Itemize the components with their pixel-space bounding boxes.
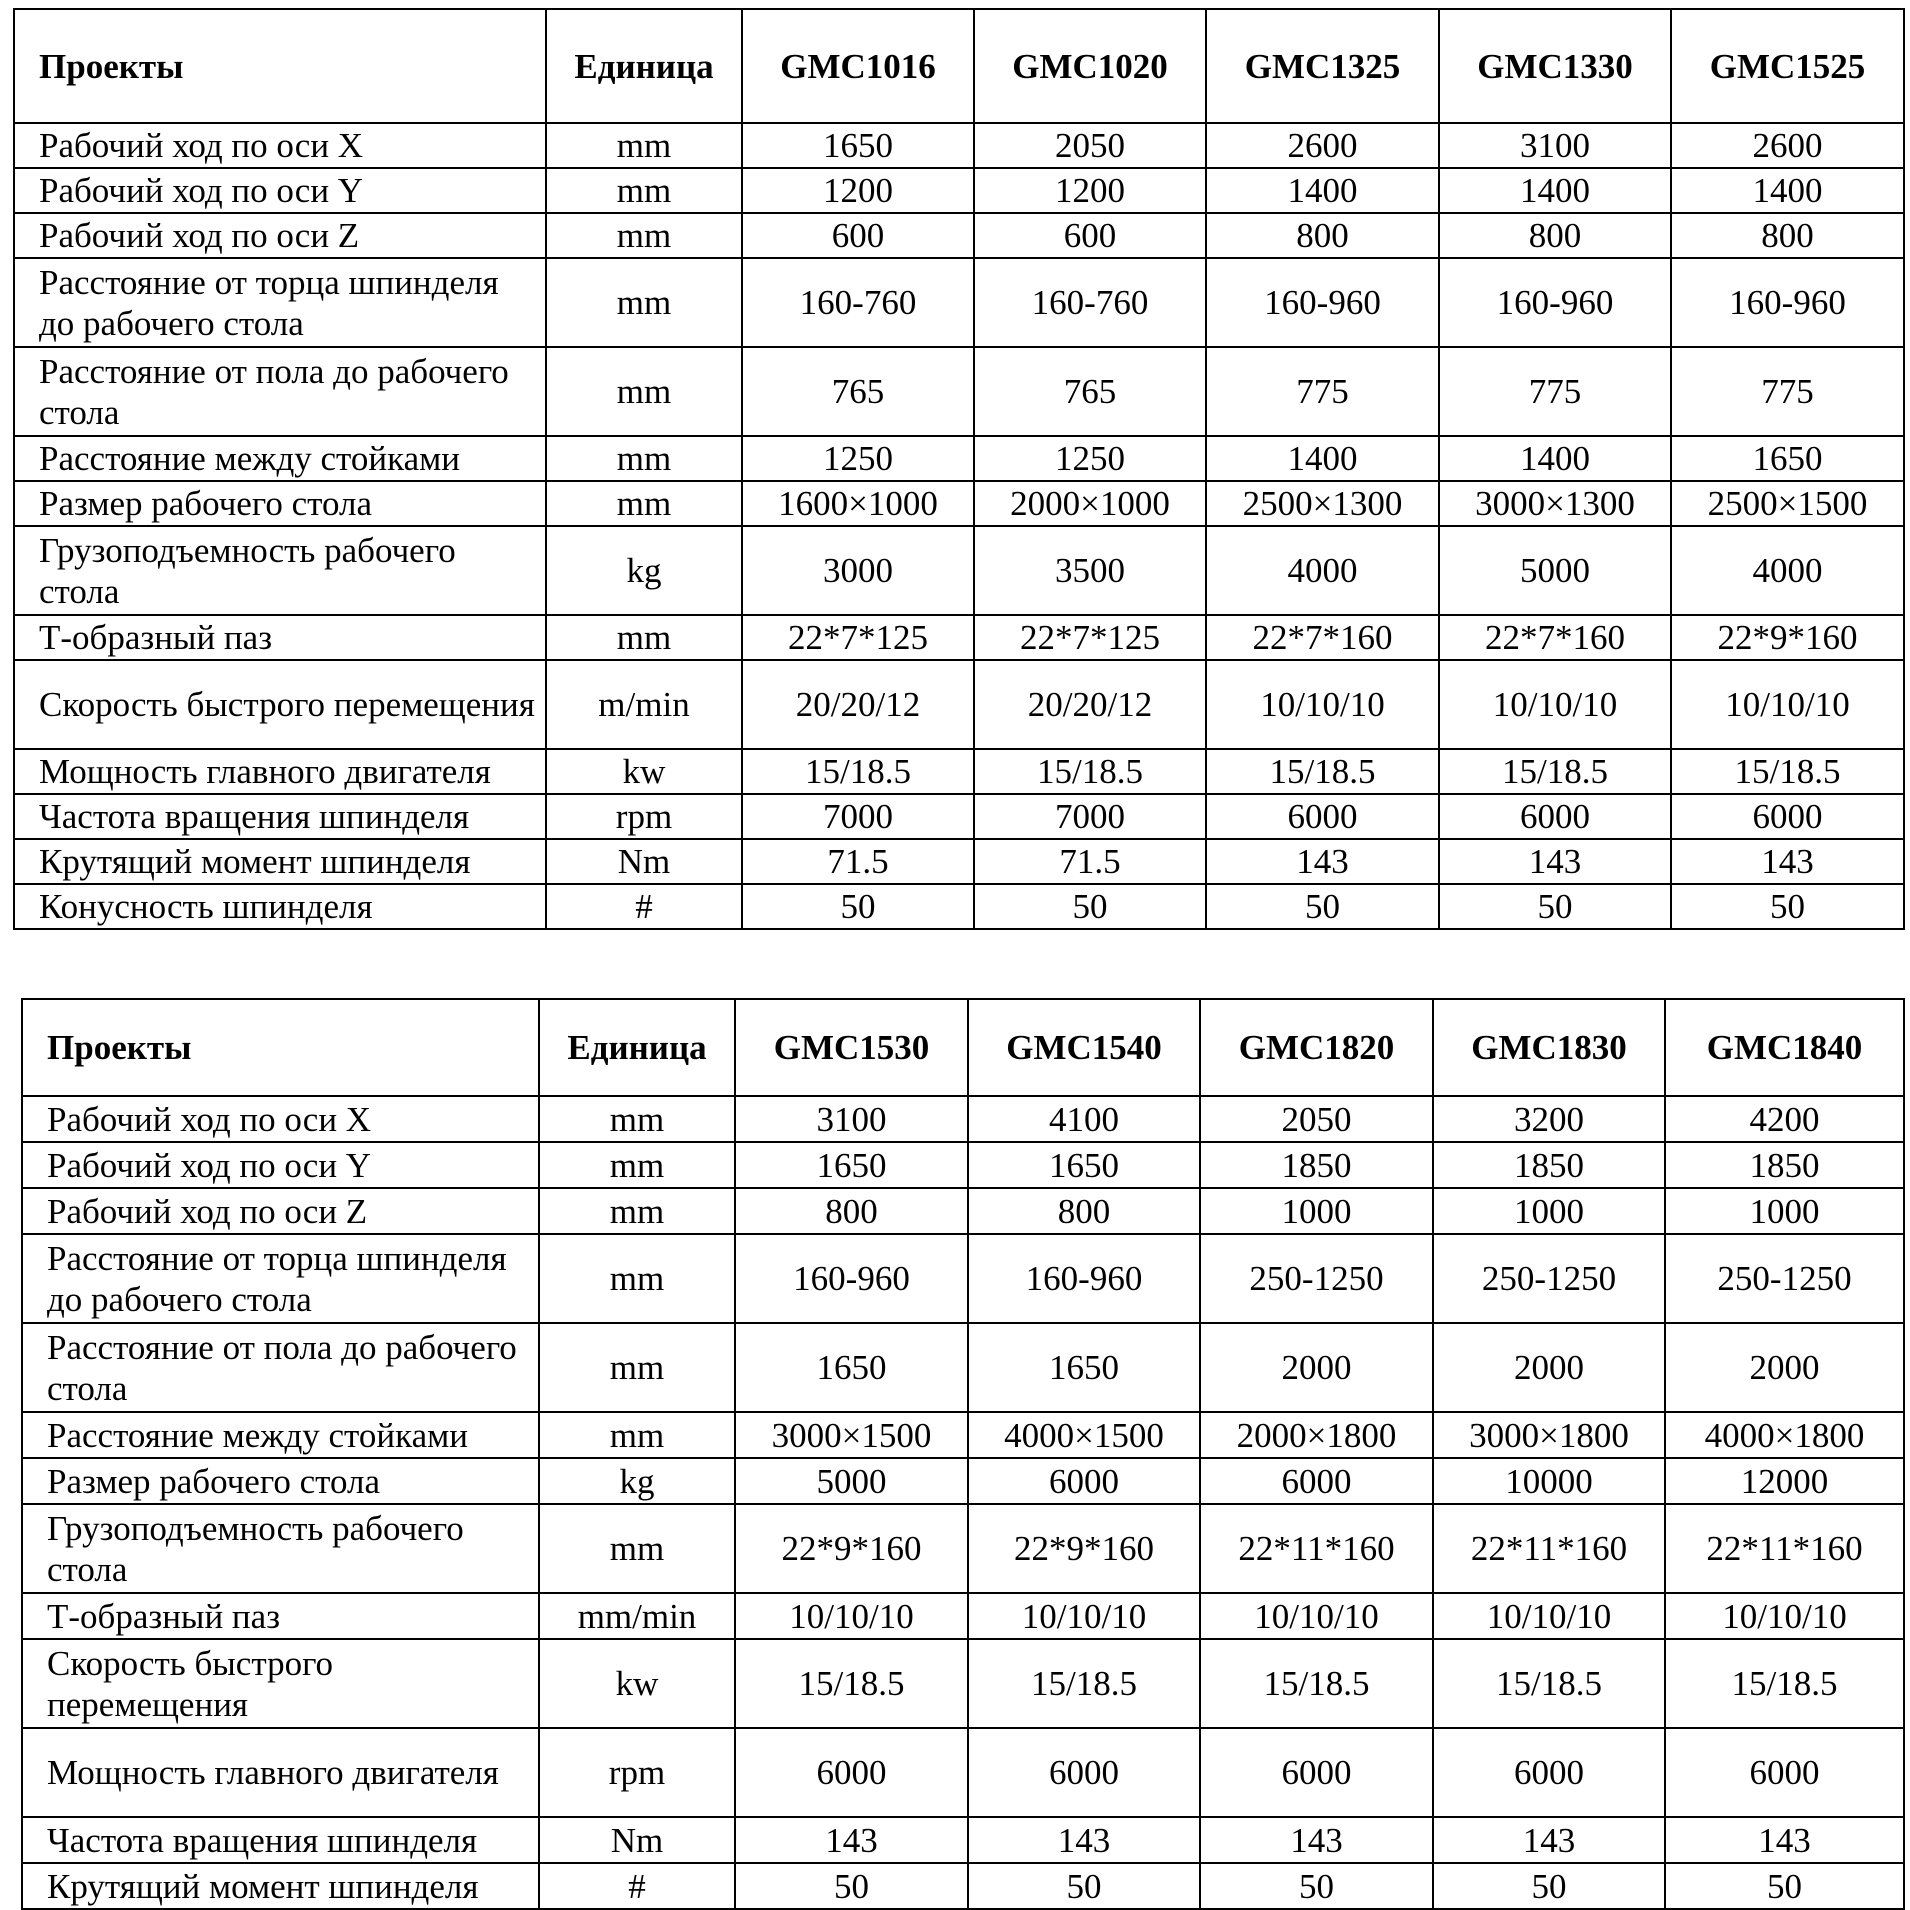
value-cell: 2000 [1200, 1323, 1433, 1412]
value-cell: 1650 [735, 1142, 968, 1188]
value-cell: 1400 [1439, 436, 1671, 481]
value-cell: 50 [1665, 1863, 1904, 1909]
table-row [22, 1639, 1904, 1728]
value-cell: 765 [974, 347, 1206, 436]
value-cell: 143 [1200, 1817, 1433, 1863]
value-cell: 15/18.5 [1665, 1639, 1904, 1728]
value-cell: 1600×1000 [742, 481, 974, 526]
table-row [22, 1593, 1904, 1639]
table-row [14, 213, 1904, 258]
value-cell: 5000 [735, 1458, 968, 1504]
value-cell: 50 [1206, 884, 1439, 929]
value-cell: 3000 [742, 526, 974, 615]
value-cell: 1400 [1671, 168, 1904, 213]
value-cell: 10/10/10 [968, 1593, 1200, 1639]
unit-cell: mm [539, 1234, 735, 1323]
value-cell: 6000 [1671, 794, 1904, 839]
unit-cell: mm/min [539, 1593, 735, 1639]
table-row [14, 347, 1904, 436]
value-cell: 7000 [974, 794, 1206, 839]
value-cell: 10/10/10 [1206, 660, 1439, 749]
table-row [22, 1412, 1904, 1458]
value-cell: 22*7*125 [974, 615, 1206, 660]
header-cell: GMC1330 [1439, 9, 1671, 123]
table-row [22, 1096, 1904, 1142]
value-cell: 6000 [968, 1458, 1200, 1504]
unit-cell: rpm [546, 794, 742, 839]
unit-cell: mm [546, 123, 742, 168]
table-row [14, 168, 1904, 213]
table-row [14, 884, 1904, 929]
value-cell: 22*11*160 [1665, 1504, 1904, 1593]
value-cell: 600 [974, 213, 1206, 258]
value-cell: 800 [1439, 213, 1671, 258]
unit-cell: mm [539, 1323, 735, 1412]
value-cell: 160-960 [1439, 258, 1671, 347]
unit-cell: mm [539, 1412, 735, 1458]
value-cell: 1850 [1200, 1142, 1433, 1188]
value-cell: 250-1250 [1200, 1234, 1433, 1323]
unit-cell: kg [539, 1458, 735, 1504]
value-cell: 10/10/10 [1200, 1593, 1433, 1639]
value-cell: 71.5 [974, 839, 1206, 884]
param-cell: Расстояние между стойками [14, 436, 546, 481]
value-cell: 250-1250 [1665, 1234, 1904, 1323]
value-cell: 1200 [742, 168, 974, 213]
value-cell: 10/10/10 [1433, 1593, 1665, 1639]
header-cell: Единица [546, 9, 742, 123]
value-cell: 10/10/10 [1671, 660, 1904, 749]
value-cell: 15/18.5 [1200, 1639, 1433, 1728]
value-cell: 10000 [1433, 1458, 1665, 1504]
value-cell: 1850 [1665, 1142, 1904, 1188]
value-cell: 50 [974, 884, 1206, 929]
value-cell: 7000 [742, 794, 974, 839]
header-cell: GMC1016 [742, 9, 974, 123]
value-cell: 143 [1206, 839, 1439, 884]
value-cell: 15/18.5 [974, 749, 1206, 794]
value-cell: 15/18.5 [735, 1639, 968, 1728]
table-row [14, 436, 1904, 481]
unit-cell: Nm [539, 1817, 735, 1863]
param-cell: Скорость быстрого перемещения [14, 660, 546, 749]
value-cell: 50 [1671, 884, 1904, 929]
header-cell: GMC1840 [1665, 999, 1904, 1096]
value-cell: 4000×1500 [968, 1412, 1200, 1458]
value-cell: 5000 [1439, 526, 1671, 615]
value-cell: 6000 [1665, 1728, 1904, 1817]
param-cell: Рабочий ход по оси Z [14, 213, 546, 258]
table-row [14, 481, 1904, 526]
value-cell: 143 [1671, 839, 1904, 884]
value-cell: 800 [735, 1188, 968, 1234]
table-row [22, 1458, 1904, 1504]
value-cell: 143 [968, 1817, 1200, 1863]
value-cell: 1400 [1206, 436, 1439, 481]
param-cell: Размер рабочего стола [14, 481, 546, 526]
value-cell: 1400 [1206, 168, 1439, 213]
param-cell: Скорость быстрого перемещения [22, 1639, 539, 1728]
header-cell: GMC1820 [1200, 999, 1433, 1096]
param-cell: Конусность шпинделя [14, 884, 546, 929]
value-cell: 15/18.5 [742, 749, 974, 794]
unit-cell: mm [539, 1142, 735, 1188]
header-row [14, 9, 1904, 123]
value-cell: 1250 [742, 436, 974, 481]
param-cell: Частота вращения шпинделя [14, 794, 546, 839]
value-cell: 4000 [1206, 526, 1439, 615]
value-cell: 10/10/10 [1665, 1593, 1904, 1639]
header-cell: GMC1325 [1206, 9, 1439, 123]
value-cell: 1250 [974, 436, 1206, 481]
header-cell: GMC1020 [974, 9, 1206, 123]
table-row [14, 794, 1904, 839]
unit-cell: kw [546, 749, 742, 794]
value-cell: 2000 [1433, 1323, 1665, 1412]
value-cell: 15/18.5 [968, 1639, 1200, 1728]
unit-cell: mm [546, 258, 742, 347]
value-cell: 50 [1439, 884, 1671, 929]
value-cell: 4200 [1665, 1096, 1904, 1142]
value-cell: 22*7*125 [742, 615, 974, 660]
unit-cell: mm [539, 1504, 735, 1593]
table-row [14, 615, 1904, 660]
value-cell: 160-760 [974, 258, 1206, 347]
param-cell: Расстояние от торца шпинделя до рабочего стола [14, 258, 546, 347]
value-cell: 6000 [1200, 1458, 1433, 1504]
value-cell: 6000 [1439, 794, 1671, 839]
value-cell: 12000 [1665, 1458, 1904, 1504]
value-cell: 15/18.5 [1433, 1639, 1665, 1728]
value-cell: 6000 [1200, 1728, 1433, 1817]
value-cell: 143 [735, 1817, 968, 1863]
table-row [22, 1188, 1904, 1234]
header-cell: GMC1530 [735, 999, 968, 1096]
value-cell: 1650 [968, 1142, 1200, 1188]
value-cell: 2600 [1206, 123, 1439, 168]
value-cell: 2000×1000 [974, 481, 1206, 526]
header-cell: Проекты [22, 999, 539, 1096]
value-cell: 1650 [742, 123, 974, 168]
param-cell: Рабочий ход по оси X [22, 1096, 539, 1142]
value-cell: 1000 [1665, 1188, 1904, 1234]
value-cell: 3000×1500 [735, 1412, 968, 1458]
value-cell: 20/20/12 [974, 660, 1206, 749]
unit-cell: kg [546, 526, 742, 615]
header-cell: GMC1830 [1433, 999, 1665, 1096]
param-cell: Размер рабочего стола [22, 1458, 539, 1504]
param-cell: Мощность главного двигателя [14, 749, 546, 794]
param-cell: Грузоподъемность рабочего стола [14, 526, 546, 615]
unit-cell: # [546, 884, 742, 929]
param-cell: Рабочий ход по оси X [14, 123, 546, 168]
table-row [22, 1504, 1904, 1593]
table-row [22, 1142, 1904, 1188]
value-cell: 3000×1300 [1439, 481, 1671, 526]
value-cell: 775 [1206, 347, 1439, 436]
value-cell: 22*7*160 [1439, 615, 1671, 660]
value-cell: 3000×1800 [1433, 1412, 1665, 1458]
unit-cell: mm [546, 436, 742, 481]
param-cell: Т-образный паз [14, 615, 546, 660]
value-cell: 2050 [974, 123, 1206, 168]
value-cell: 1650 [735, 1323, 968, 1412]
unit-cell: mm [546, 481, 742, 526]
value-cell: 160-960 [1206, 258, 1439, 347]
value-cell: 15/18.5 [1439, 749, 1671, 794]
value-cell: 20/20/12 [742, 660, 974, 749]
value-cell: 10/10/10 [735, 1593, 968, 1639]
value-cell: 160-960 [1671, 258, 1904, 347]
value-cell: 50 [735, 1863, 968, 1909]
value-cell: 775 [1671, 347, 1904, 436]
value-cell: 800 [968, 1188, 1200, 1234]
value-cell: 15/18.5 [1206, 749, 1439, 794]
value-cell: 2000 [1665, 1323, 1904, 1412]
value-cell: 50 [968, 1863, 1200, 1909]
value-cell: 6000 [1433, 1728, 1665, 1817]
unit-cell: mm [546, 347, 742, 436]
param-cell: Рабочий ход по оси Y [14, 168, 546, 213]
table-row [22, 1863, 1904, 1909]
value-cell: 1400 [1439, 168, 1671, 213]
spec-table-1 [13, 8, 1905, 930]
spec-table-2 [21, 998, 1905, 1910]
value-cell: 50 [1433, 1863, 1665, 1909]
value-cell: 143 [1433, 1817, 1665, 1863]
unit-cell: mm [546, 168, 742, 213]
value-cell: 6000 [968, 1728, 1200, 1817]
value-cell: 143 [1665, 1817, 1904, 1863]
unit-cell: Nm [546, 839, 742, 884]
value-cell: 2600 [1671, 123, 1904, 168]
table-row [22, 1817, 1904, 1863]
value-cell: 2500×1300 [1206, 481, 1439, 526]
value-cell: 1000 [1200, 1188, 1433, 1234]
value-cell: 22*9*160 [1671, 615, 1904, 660]
unit-cell: mm [546, 615, 742, 660]
param-cell: Т-образный паз [22, 1593, 539, 1639]
value-cell: 160-760 [742, 258, 974, 347]
value-cell: 6000 [735, 1728, 968, 1817]
unit-cell: # [539, 1863, 735, 1909]
table-row [22, 1728, 1904, 1817]
value-cell: 800 [1671, 213, 1904, 258]
value-cell: 600 [742, 213, 974, 258]
unit-cell: mm [539, 1188, 735, 1234]
value-cell: 22*9*160 [968, 1504, 1200, 1593]
param-cell: Рабочий ход по оси Y [22, 1142, 539, 1188]
value-cell: 50 [1200, 1863, 1433, 1909]
value-cell: 50 [742, 884, 974, 929]
table-row [14, 660, 1904, 749]
value-cell: 1650 [968, 1323, 1200, 1412]
table-row [14, 839, 1904, 884]
value-cell: 775 [1439, 347, 1671, 436]
value-cell: 1000 [1433, 1188, 1665, 1234]
value-cell: 4000×1800 [1665, 1412, 1904, 1458]
value-cell: 22*11*160 [1433, 1504, 1665, 1593]
table-row [14, 123, 1904, 168]
value-cell: 160-960 [968, 1234, 1200, 1323]
param-cell: Крутящий момент шпинделя [22, 1863, 539, 1909]
param-cell: Грузоподъемность рабочего стола [22, 1504, 539, 1593]
value-cell: 15/18.5 [1671, 749, 1904, 794]
table-row [22, 1323, 1904, 1412]
header-cell: GMC1540 [968, 999, 1200, 1096]
header-cell: Проекты [14, 9, 546, 123]
value-cell: 22*9*160 [735, 1504, 968, 1593]
value-cell: 250-1250 [1433, 1234, 1665, 1323]
table-row [14, 258, 1904, 347]
value-cell: 3200 [1433, 1096, 1665, 1142]
param-cell: Расстояние между стойками [22, 1412, 539, 1458]
value-cell: 1200 [974, 168, 1206, 213]
param-cell: Мощность главного двигателя [22, 1728, 539, 1817]
unit-cell: mm [546, 213, 742, 258]
value-cell: 3100 [735, 1096, 968, 1142]
value-cell: 4000 [1671, 526, 1904, 615]
value-cell: 71.5 [742, 839, 974, 884]
header-cell: GMC1525 [1671, 9, 1904, 123]
table-row [22, 1234, 1904, 1323]
unit-cell: kw [539, 1639, 735, 1728]
value-cell: 143 [1439, 839, 1671, 884]
value-cell: 10/10/10 [1439, 660, 1671, 749]
value-cell: 22*7*160 [1206, 615, 1439, 660]
value-cell: 800 [1206, 213, 1439, 258]
unit-cell: rpm [539, 1728, 735, 1817]
value-cell: 1650 [1671, 436, 1904, 481]
value-cell: 22*11*160 [1200, 1504, 1433, 1593]
value-cell: 2000×1800 [1200, 1412, 1433, 1458]
value-cell: 2500×1500 [1671, 481, 1904, 526]
value-cell: 4100 [968, 1096, 1200, 1142]
value-cell: 1850 [1433, 1142, 1665, 1188]
param-cell: Расстояние от пола до рабочего стола [14, 347, 546, 436]
unit-cell: m/min [546, 660, 742, 749]
param-cell: Крутящий момент шпинделя [14, 839, 546, 884]
table-row [14, 526, 1904, 615]
param-cell: Частота вращения шпинделя [22, 1817, 539, 1863]
value-cell: 2050 [1200, 1096, 1433, 1142]
value-cell: 6000 [1206, 794, 1439, 839]
value-cell: 765 [742, 347, 974, 436]
value-cell: 160-960 [735, 1234, 968, 1323]
param-cell: Расстояние от торца шпинделя до рабочего стола [22, 1234, 539, 1323]
param-cell: Рабочий ход по оси Z [22, 1188, 539, 1234]
unit-cell: mm [539, 1096, 735, 1142]
header-row [22, 999, 1904, 1096]
value-cell: 3100 [1439, 123, 1671, 168]
param-cell: Расстояние от пола до рабочего стола [22, 1323, 539, 1412]
value-cell: 3500 [974, 526, 1206, 615]
header-cell: Единица [539, 999, 735, 1096]
table-row [14, 749, 1904, 794]
